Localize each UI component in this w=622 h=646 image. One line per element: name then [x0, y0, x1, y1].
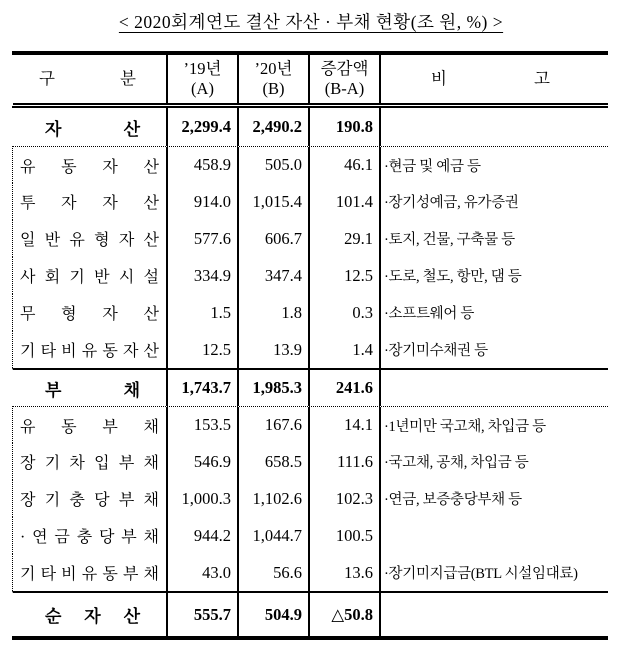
- value-2019: 153.5: [168, 407, 239, 443]
- value-diff: 241.6: [310, 370, 381, 406]
- row-note: ·장기성예금, 유가증권: [384, 195, 519, 211]
- value-2019: 944.2: [168, 517, 239, 554]
- table-body: [12, 108, 608, 636]
- row-label: [13, 407, 168, 443]
- row-note: [381, 593, 608, 636]
- value-2020: 1,102.6: [239, 480, 310, 517]
- row-note: [381, 517, 608, 554]
- row-note: ·현금 및 예금 등: [384, 158, 481, 175]
- section-total-row: [12, 368, 608, 406]
- table-row: [12, 257, 608, 294]
- row-label: [13, 108, 168, 146]
- value-diff: 46.1: [310, 147, 381, 183]
- value-2019: 546.9: [168, 443, 239, 480]
- value-2019: 334.9: [168, 257, 239, 294]
- row-label: [13, 147, 168, 183]
- value-2020: 1,015.4: [239, 183, 310, 220]
- section-total-row: [12, 591, 608, 636]
- row-label-text: 사 회 기 반 시 설: [20, 269, 159, 286]
- value-2020: 1,985.3: [239, 370, 310, 406]
- row-label: [13, 183, 168, 220]
- value-2019: 1.5: [168, 294, 239, 331]
- row-label: [13, 331, 168, 368]
- table-row: [12, 294, 608, 331]
- value-diff: 0.3: [310, 294, 381, 331]
- row-label-text: 기 타 비 유 동 부 채: [20, 566, 159, 583]
- value-2020: 347.4: [239, 257, 310, 294]
- header-category-label: 구 분: [39, 69, 136, 89]
- table-row: [12, 443, 608, 480]
- header-difference: 증감액 (B-A): [310, 55, 381, 103]
- row-label: [13, 554, 168, 591]
- value-diff: 100.5: [310, 517, 381, 554]
- value-2019: 43.0: [168, 554, 239, 591]
- value-diff: 12.5: [310, 257, 381, 294]
- value-diff: 102.3: [310, 480, 381, 517]
- row-label-text: · 연 금 충 당 부 채: [20, 529, 159, 546]
- row-label-text: 투 자 자 산: [20, 195, 159, 212]
- table-row: [12, 220, 608, 257]
- row-label-text: 순 자 산: [45, 607, 140, 626]
- value-2019: 555.7: [168, 593, 239, 636]
- assets-liabilities-table: [12, 51, 608, 640]
- page-title: < 2020회계연도 결산 자산 · 부채 현황(조 원, %) >: [118, 12, 504, 32]
- row-label: [13, 593, 168, 636]
- row-label-text: 장 기 충 당 부 채: [20, 492, 159, 509]
- row-label-text: 부 채: [45, 380, 140, 400]
- row-note: ·소프트웨어 등: [384, 306, 475, 322]
- row-note: ·장기미지급금(BTL 시설임대료): [384, 566, 578, 582]
- value-2020: 13.9: [239, 331, 310, 368]
- row-label: [13, 517, 168, 554]
- row-note: ·토지, 건물, 구축물 등: [384, 232, 515, 248]
- value-diff: 13.6: [310, 554, 381, 591]
- value-2020: 1,044.7: [239, 517, 310, 554]
- row-label-text: 자 산: [45, 119, 140, 139]
- row-label-text: 장 기 차 입 부 채: [20, 455, 159, 472]
- value-diff: 29.1: [310, 220, 381, 257]
- value-2020: 1.8: [239, 294, 310, 331]
- row-note: [381, 370, 608, 406]
- value-2020: 56.6: [239, 554, 310, 591]
- value-diff: 14.1: [310, 407, 381, 443]
- header-year-2019: ’19년 (A): [168, 55, 239, 103]
- document-header: [0, 9, 622, 34]
- row-label-text: 기 타 비 유 동 자 산: [20, 343, 159, 360]
- row-label: [13, 294, 168, 331]
- value-diff: 190.8: [310, 108, 381, 146]
- value-diff: 111.6: [310, 443, 381, 480]
- row-label: [13, 257, 168, 294]
- header-remarks: [381, 55, 608, 103]
- value-2020: 504.9: [239, 593, 310, 636]
- header-category: [13, 55, 168, 103]
- table-row: [12, 480, 608, 517]
- value-diff: 101.4: [310, 183, 381, 220]
- row-label: [13, 370, 168, 406]
- row-note: ·1년미만 국고채, 차입금 등: [384, 418, 546, 435]
- row-label: [13, 480, 168, 517]
- header-year-2020: ’20년 (B): [239, 55, 310, 103]
- row-note: ·국고채, 공채, 차입금 등: [384, 455, 529, 471]
- value-2019: 1,743.7: [168, 370, 239, 406]
- value-2020: 505.0: [239, 147, 310, 183]
- row-label-text: 일 반 유 형 자 산: [20, 232, 159, 249]
- value-2019: 12.5: [168, 331, 239, 368]
- row-label-text: 유 동 자 산: [20, 158, 159, 176]
- value-diff: 1.4: [310, 331, 381, 368]
- value-2019: 577.6: [168, 220, 239, 257]
- row-note: ·연금, 보증충당부채 등: [384, 492, 522, 508]
- value-2020: 606.7: [239, 220, 310, 257]
- row-note: ·장기미수채권 등: [384, 343, 488, 359]
- value-2019: 914.0: [168, 183, 239, 220]
- row-note: ·도로, 철도, 항만, 댐 등: [384, 269, 522, 285]
- row-label: [13, 220, 168, 257]
- table-header-row: [12, 55, 608, 108]
- value-2019: 1,000.3: [168, 480, 239, 517]
- value-2019: 458.9: [168, 147, 239, 183]
- table-row: [12, 554, 608, 591]
- row-label-text: 유 동 부 채: [20, 418, 159, 436]
- table-row: [12, 406, 608, 443]
- value-2020: 2,490.2: [239, 108, 310, 146]
- row-label-text: 무 형 자 산: [20, 306, 159, 323]
- value-2020: 658.5: [239, 443, 310, 480]
- row-note: [381, 108, 608, 146]
- section-total-row: [12, 108, 608, 146]
- header-remarks-label: 비 고: [431, 69, 550, 89]
- table-row: [12, 183, 608, 220]
- row-label: [13, 443, 168, 480]
- table-row: [12, 517, 608, 554]
- value-diff: △50.8: [310, 593, 381, 636]
- value-2019: 2,299.4: [168, 108, 239, 146]
- table-row: [12, 146, 608, 183]
- value-2020: 167.6: [239, 407, 310, 443]
- table-row: [12, 331, 608, 368]
